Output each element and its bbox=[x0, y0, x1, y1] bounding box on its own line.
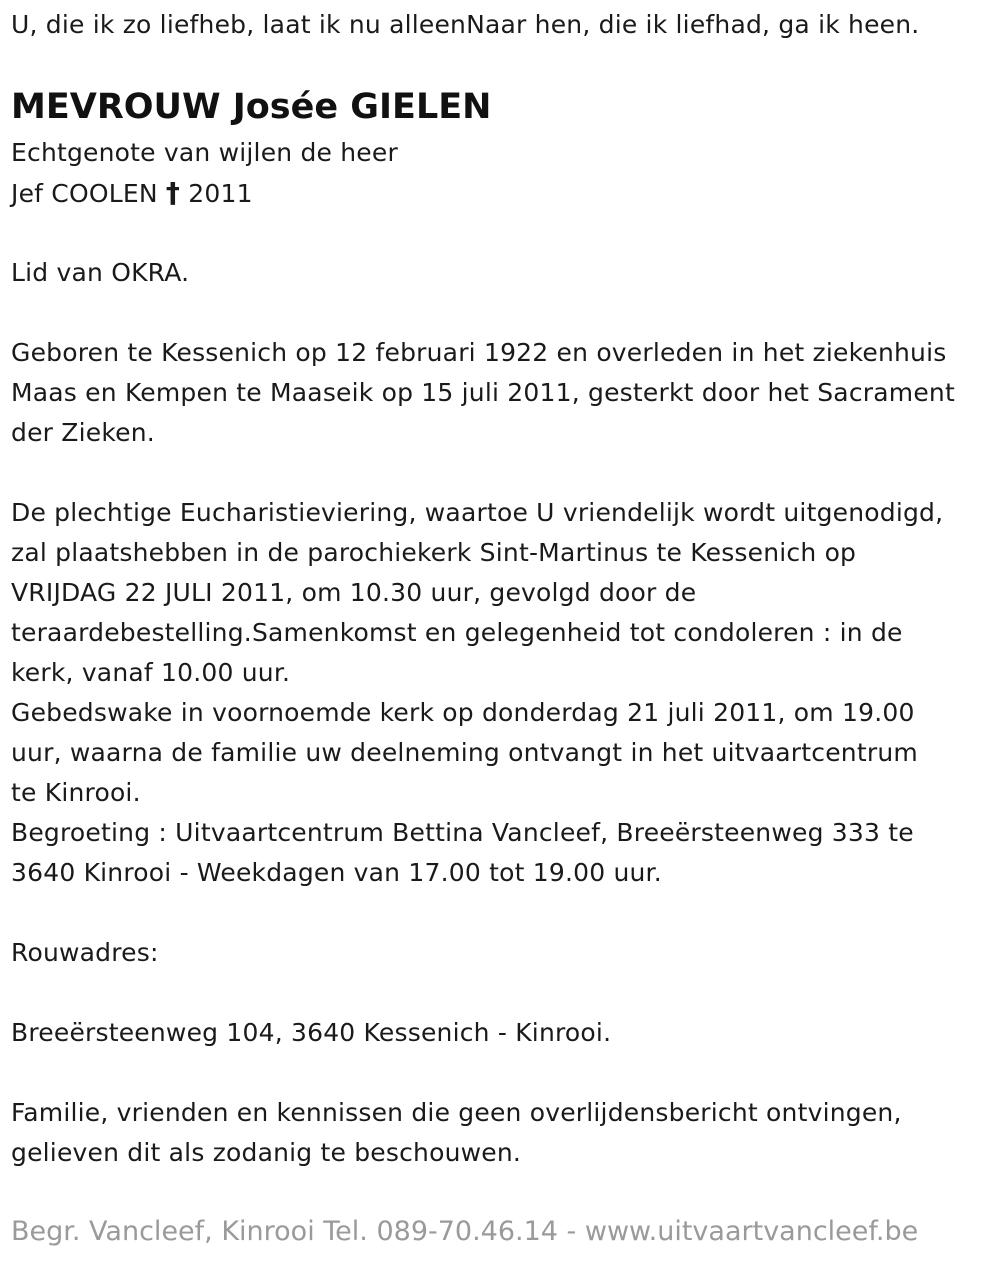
family-note-line: Familie, vrienden en kennissen die geen overlijdensbericht ontvingen, bbox=[11, 1098, 902, 1127]
birth-death-section bbox=[11, 333, 955, 453]
membership-section bbox=[11, 253, 189, 293]
family-note-line: gelieven dit als zodanig te beschouwen. bbox=[11, 1138, 522, 1167]
spouse-section bbox=[11, 133, 398, 214]
mourning-address: Breeërsteenweg 104, 3640 Kessenich - Kinrooi. bbox=[11, 1018, 612, 1047]
vigil-line: uur, waarna de familie uw deelneming ontvangt in het uitvaartcentrum bbox=[11, 738, 918, 767]
ceremony-line: kerk, vanaf 10.00 uur. bbox=[11, 658, 291, 687]
greeting-line: Begroeting : Uitvaartcentrum Bettina Vancleef, Breeërsteenweg 333 te bbox=[11, 818, 914, 847]
ceremony-section bbox=[11, 493, 943, 893]
membership-text: Lid van OKRA. bbox=[11, 258, 190, 287]
spouse-death-year: 2011 bbox=[188, 179, 253, 208]
ceremony-line: De plechtige Eucharistieviering, waartoe U vriendelijk wordt uitgenodigd, bbox=[11, 498, 944, 527]
spouse-line-1: Echtgenote van wijlen de heer bbox=[11, 138, 398, 167]
cross-icon: † bbox=[165, 176, 181, 209]
ceremony-line: zal plaatshebben in de parochiekerk Sint-Martinus te Kessenich op bbox=[11, 538, 857, 567]
mourning-address-label-section bbox=[11, 933, 159, 973]
vigil-line: Gebedswake in voornoemde kerk op donderdag 21 juli 2011, om 19.00 bbox=[11, 698, 915, 727]
spouse-name: Jef COOLEN bbox=[11, 179, 158, 208]
deceased-name: MEVROUW Josée GIELEN bbox=[11, 87, 492, 127]
ceremony-line: VRIJDAG 22 JULI 2011, om 10.30 uur, gevolgd door de bbox=[11, 578, 697, 607]
memorial-quote: U, die ik zo liefheb, laat ik nu alleenNaar hen, die ik liefhad, ga ik heen. bbox=[11, 10, 920, 39]
spouse-line-2 bbox=[11, 173, 398, 214]
funeral-home-footer: Begr. Vancleef, Kinrooi Tel. 089-70.46.14 - www.uitvaartvancleef.be bbox=[11, 1216, 919, 1247]
mourning-address-section bbox=[11, 1013, 611, 1053]
birth-death-line: Maas en Kempen te Maaseik op 15 juli 2011, gesterkt door het Sacrament bbox=[11, 378, 955, 407]
vigil-line: te Kinrooi. bbox=[11, 778, 141, 807]
greeting-line: 3640 Kinrooi - Weekdagen van 17.00 tot 19.00 uur. bbox=[11, 858, 662, 887]
birth-death-line: Geboren te Kessenich op 12 februari 1922 en overleden in het ziekenhuis bbox=[11, 338, 947, 367]
birth-death-line: der Zieken. bbox=[11, 418, 155, 447]
mourning-address-label: Rouwadres: bbox=[11, 938, 159, 967]
ceremony-line: teraardebestelling.Samenkomst en gelegenheid tot condoleren : in de bbox=[11, 618, 903, 647]
family-note-section bbox=[11, 1093, 902, 1173]
